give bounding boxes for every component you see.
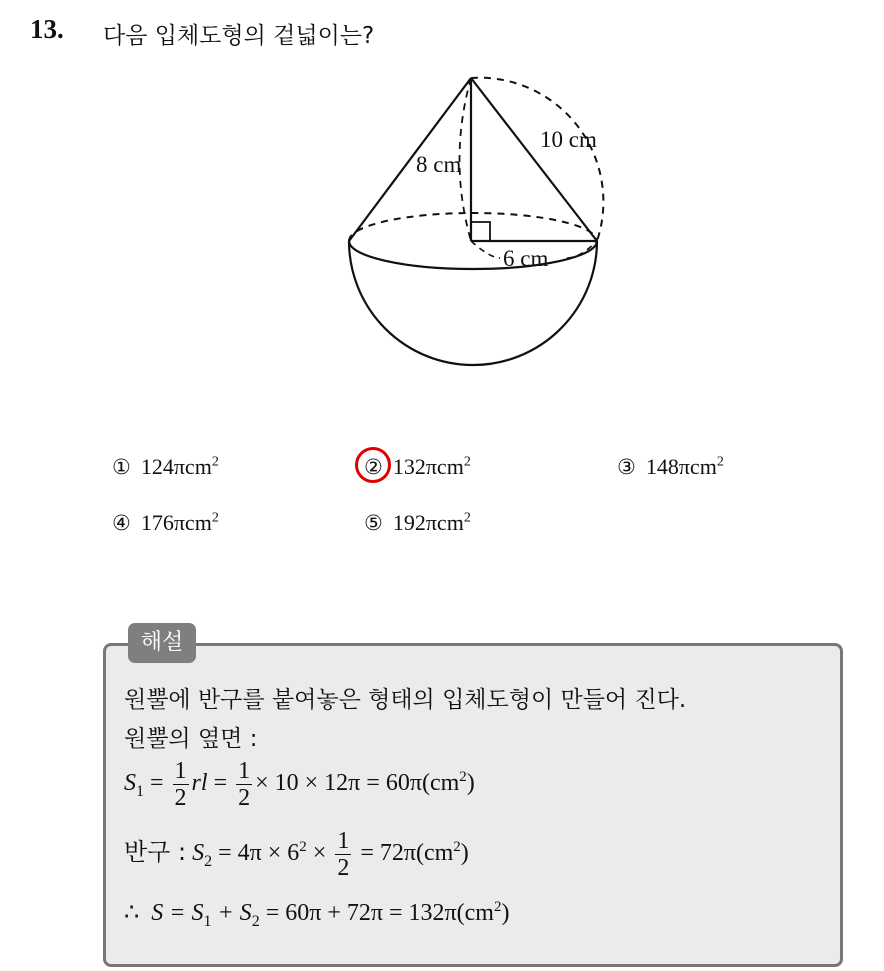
- base-ellipse-front: [349, 241, 597, 269]
- choice-3-sup: 2: [716, 454, 724, 470]
- choice-3[interactable]: [617, 454, 724, 480]
- choice-5-sup: 2: [463, 510, 471, 526]
- choice-3-value: 148πcm: [645, 454, 717, 479]
- label-slant: 10 cm: [540, 127, 597, 152]
- choice-1-sup: 2: [211, 454, 219, 470]
- choice-1-value: 124πcm: [140, 454, 212, 479]
- choice-2-sup: 2: [463, 454, 471, 470]
- question-text: 다음 입체도형의 겉넓이는?: [103, 23, 375, 49]
- cone-right-edge: [471, 78, 597, 241]
- choice-4-sup: 2: [211, 510, 219, 526]
- choice-1-mark: ①: [112, 455, 131, 479]
- choice-4-mark: ④: [112, 511, 131, 535]
- right-angle-mark: [471, 222, 490, 241]
- choice-4-value: 176πcm: [140, 510, 212, 535]
- solution-s2-equation: 반구 : $S_2 = 4\pi \times 6^2$ × $\frac{1}{2}$ = $72\pi(cm^2)$: [124, 828, 469, 881]
- choice-5[interactable]: [364, 510, 471, 536]
- choice-2[interactable]: [364, 454, 471, 480]
- solution-tag: 해설: [128, 623, 196, 663]
- choice-5-mark: ⑤: [364, 511, 383, 535]
- solution-s1-equation: $S_1$ = $\frac{1}{2}$ rl = $\frac{1}{2}$ × $10 \times 12\pi = 60\pi(cm^2)$: [124, 758, 475, 811]
- choice-4[interactable]: [112, 510, 219, 536]
- selected-answer-circle: [355, 447, 391, 483]
- solution-total-equation: ∴ $S = S_1 + S_2 = 60\pi + 72\pi = 132\pi(cm^2)$: [124, 899, 510, 930]
- label-height: 8 cm: [416, 152, 462, 177]
- choice-2-mark: ②: [364, 455, 383, 479]
- choice-1[interactable]: [112, 454, 219, 480]
- solution-line-1: 원뿔에 반구를 붙여놓은 형태의 입체도형이 만들어 진다.: [124, 687, 687, 713]
- question-number: 13.: [30, 14, 64, 44]
- hemisphere-outline: [349, 241, 597, 365]
- choice-2-value: 132πcm: [392, 454, 464, 479]
- label-radius: 6 cm: [503, 246, 549, 271]
- base-ellipse-back: [349, 213, 597, 241]
- choice-5-value: 192πcm: [392, 510, 464, 535]
- choice-3-mark: ③: [617, 455, 636, 479]
- solution-line-2: 원뿔의 옆면 :: [124, 726, 258, 752]
- solid-figure: [330, 70, 630, 380]
